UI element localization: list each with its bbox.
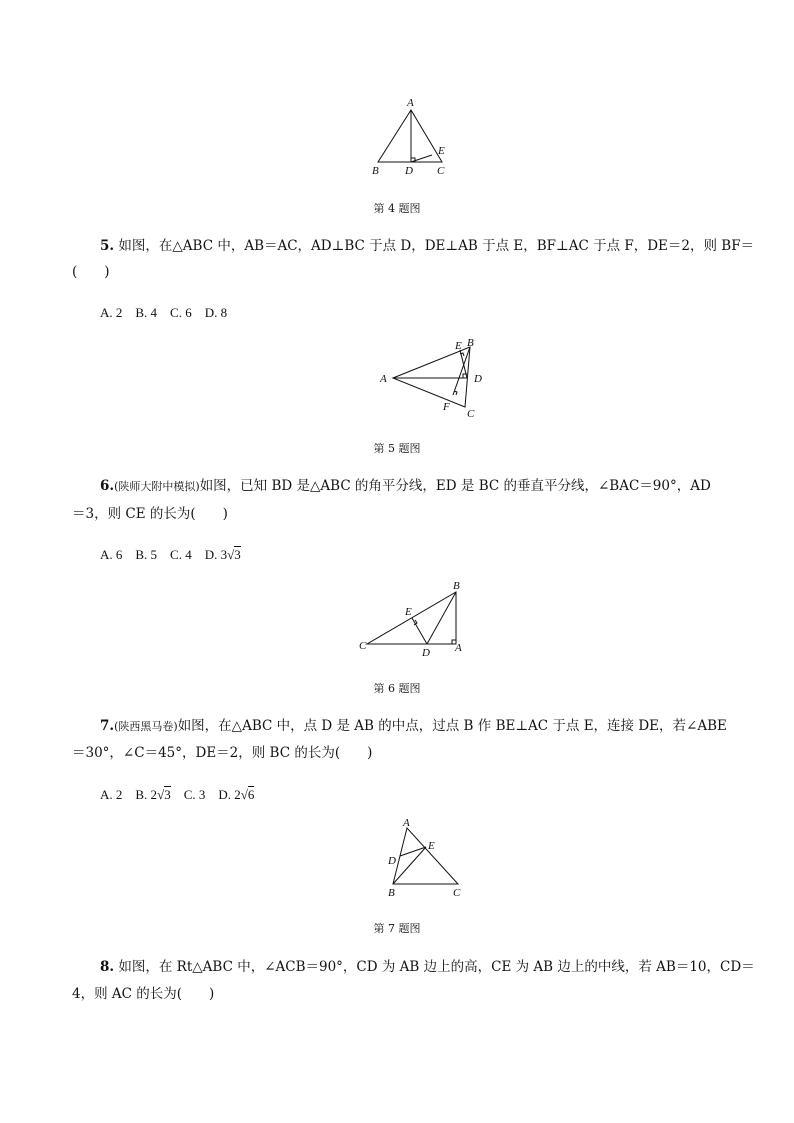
q7-text: 如图，在△ABC 中，点 D 是 AB 的中点，过点 B 作 BE⊥AC 于点 E，连接 DE，若∠ABE <box>177 718 727 734</box>
fig6-caption: 第 6 题图 <box>373 682 421 695</box>
q5-options: A. 2 B. 4 C. 6 D. 8 <box>100 305 228 320</box>
q8-line2: 4，则 AC 的长为( ) <box>72 986 215 1002</box>
fig4-label-c: C <box>437 165 445 177</box>
q6-line2: ＝3，则 CE 的长为( ) <box>72 506 228 522</box>
q5-text: 如图，在△ABC 中，AB＝AC，AD⊥BC 于点 D，DE⊥AB 于点 E，BF⊥AC 于点 F，DE＝2，则 BF＝ <box>118 238 755 254</box>
q7-source: (陕西黑马卷) <box>114 720 178 733</box>
fig6-label-e: E <box>405 606 412 618</box>
fig7-label-e: E <box>428 840 435 852</box>
q7-options-ab: A. 2 B. 2 <box>100 787 158 802</box>
fig7-label-c: C <box>453 887 461 899</box>
fig5-label-c: C <box>467 408 475 420</box>
q5-line1 <box>100 236 754 256</box>
fig5-label-b: B <box>467 337 474 349</box>
fig7-caption: 第 7 题图 <box>373 922 421 935</box>
q7-option-b-radicand: 3 <box>164 787 171 802</box>
q7-options <box>100 784 254 803</box>
q6-options-text: A. 6 B. 5 C. 4 D. 3 <box>100 547 228 562</box>
figure-5 <box>375 335 495 425</box>
figure-4 <box>360 92 460 182</box>
fig5-caption: 第 5 题图 <box>373 442 421 455</box>
q7-number: 7. <box>100 718 115 734</box>
q6-source: (陕师大附中模拟) <box>114 480 200 493</box>
fig4-label-b: B <box>372 165 379 177</box>
q6-options <box>100 544 241 563</box>
fig7-label-d: D <box>388 855 396 867</box>
figure-7 <box>380 816 480 904</box>
fig7-label-a: A <box>403 817 410 829</box>
fig5-label-a: A <box>380 373 387 385</box>
fig5-label-f: F <box>443 401 450 413</box>
fig5-label-d: D <box>474 373 482 385</box>
q7-line2: ＝30°，∠C＝45°，DE＝2，则 BC 的长为( ) <box>72 745 373 761</box>
fig6-label-d: D <box>422 647 430 659</box>
q7-option-d-radicand: 6 <box>247 787 255 802</box>
fig6-label-c: C <box>359 640 367 652</box>
q6-option-d-radicand: 3 <box>234 547 241 562</box>
q7-options-cd: C. 3 D. 2 <box>170 787 241 802</box>
sqrt-symbol-icon: √ <box>240 787 248 802</box>
fig4-label-e: E <box>438 145 445 157</box>
fig6-label-b: B <box>453 580 460 592</box>
q5-line2: ( ) <box>72 264 110 280</box>
q6-number: 6. <box>100 478 115 494</box>
fig6-label-a: A <box>455 642 462 654</box>
q8-line1 <box>100 957 755 977</box>
figure-6 <box>355 578 475 660</box>
sqrt-symbol-icon: √ <box>227 547 235 562</box>
fig5-label-e: E <box>455 340 462 352</box>
sqrt-symbol-icon: √ <box>157 787 165 802</box>
fig4-label-a: A <box>407 97 414 109</box>
fig4-label-d: D <box>405 165 413 177</box>
q5-number: 5. <box>100 238 115 254</box>
q7-line1 <box>100 716 727 737</box>
fig4-caption: 第 4 题图 <box>373 202 421 215</box>
q8-number: 8. <box>100 959 115 975</box>
fig7-label-b: B <box>388 887 395 899</box>
q8-text: 如图，在 Rt△ABC 中，∠ACB＝90°，CD 为 AB 边上的高，CE 为 AB 边上的中线，若 AB＝10，CD＝ <box>118 959 755 975</box>
q6-text: 如图，已知 BD 是△ABC 的角平分线，ED 是 BC 的垂直平分线，∠BAC＝90°，AD <box>199 478 711 494</box>
q6-line1 <box>100 476 711 497</box>
